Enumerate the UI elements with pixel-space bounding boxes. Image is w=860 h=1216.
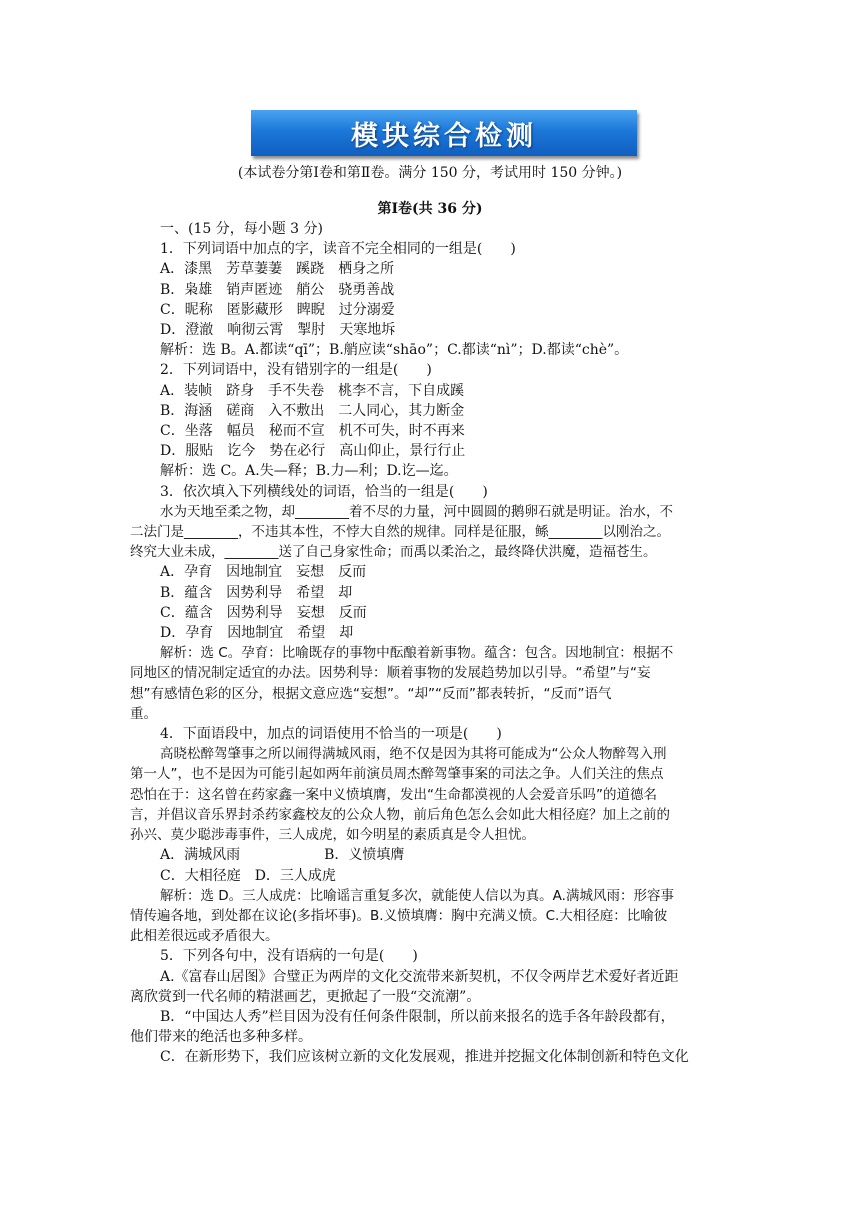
text-line: 重。 xyxy=(130,705,157,722)
text-line: 言，并倡议音乐界封杀药家鑫校友的公众人物，前后角色怎么会如此大相径庭？加上之前的 xyxy=(130,806,670,823)
text-line: C．大相径庭 D．三人成虎 xyxy=(160,867,336,884)
text-line: 情传遍各地，到处都在议论(多指坏事)。B.义愤填膺：胸中充满义愤。C.大相径庭：比喻彼 xyxy=(130,907,668,924)
text-line: 2．下列词语中，没有错别字的一组是( ) xyxy=(160,362,432,379)
text-line: B．枭雄 销声匿迹 艄公 骁勇善战 xyxy=(160,281,395,298)
text-line: A．漆黑 芳草萋萋 蹊跷 栖身之所 xyxy=(160,261,395,278)
title-banner xyxy=(251,110,637,156)
text-line: 5．下列各句中，没有语病的一句是( ) xyxy=(160,948,418,965)
text-line: C．坐落 幅员 秘而不宣 机不可失，时不再来 xyxy=(160,423,465,440)
text-line: D．孕育 因地制宜 希望 却 xyxy=(160,625,354,642)
text-line: 一、(15 分，每小题 3 分) xyxy=(160,221,323,237)
text-line: A．装帧 跻身 手不失卷 桃李不言，下自成蹊 xyxy=(160,382,465,399)
text-line: 解析：选 B。A.都读“qī”；B.艄应读“shāo”；C.都读“nì”；D.都读“chè”。 xyxy=(160,342,629,359)
text-line: 解析：选 C。A.失—释；B.力—利；D.讫—迄。 xyxy=(160,463,458,480)
text-line: A．满城风雨 B．义愤填膺 xyxy=(160,847,405,864)
page-title: 模块综合检测 xyxy=(351,120,537,152)
text-line: 离欣赏到一代名师的精湛画艺，更掀起了一股“交流潮”。 xyxy=(130,988,481,1005)
text-line: A．孕育 因地制宜 妄想 反而 xyxy=(160,564,367,581)
text-line: 终究大业未成，________送了自己身家性命；而禹以柔治之，最终降伏洪魔，造福苍生。 xyxy=(130,544,657,561)
text-line: 1．下列词语中加点的字，读音不完全相同的一组是( ) xyxy=(160,241,516,258)
text-line: 恐怕在于：这名曾在药家鑫一案中义愤填膺，发出“生命都漠视的人会爱音乐吗”的道德名 xyxy=(130,786,657,803)
text-line: B．海涵 磋商 入不敷出 二人同心，其力断金 xyxy=(160,402,465,419)
text-line: 他们带来的绝活也多种多样。 xyxy=(130,1029,312,1046)
text-line: B．“中国达人秀”栏目因为没有任何条件限制，所以前来报名的选手各年龄段都有， xyxy=(160,1008,675,1025)
text-line: C．蕴含 因势利导 妄想 反而 xyxy=(160,604,367,621)
text-line: C．在新形势下，我们应该树立新的文化发展观，推进并挖掘文化体制创新和特色文化 xyxy=(160,1049,689,1066)
text-line: 解析：选 D。三人成虎：比喻谣言重复多次，就能使人信以为真。A.满城风雨：形容事 xyxy=(160,887,674,904)
section-heading: 第Ⅰ卷(共 36 分) xyxy=(377,201,483,217)
text-line: B．蕴含 因势利导 希望 却 xyxy=(160,584,353,601)
document-body xyxy=(130,219,738,1068)
text-line: 想”有感情色彩的区分，根据文意应选“妄想”。“却”“反而”都表转折，“反而”语气 xyxy=(130,685,612,702)
text-line: 高晓松醉驾肇事之所以闹得满城风雨，绝不仅是因为其将可能成为“公众人物醉驾入刑 xyxy=(160,746,667,763)
text-line: A.《富春山居图》合璧正为两岸的文化交流带来新契机，不仅令两岸艺术爱好者近距 xyxy=(160,968,679,985)
text-line: 解析：选 C。孕育：比喻既存的事物中酝酿着新事物。蕴含：包含。因地制宜：根据不 xyxy=(160,645,674,662)
text-line: 第一人”，也不是因为可能引起如两年前演员周杰醉驾肇事案的司法之争。人们关注的焦点 xyxy=(130,766,664,783)
text-line: 孙兴、莫少聪涉毒事件，三人成虎，如今明星的素质真是令人担忧。 xyxy=(130,827,535,844)
text-line: D．澄澈 响彻云霄 掣肘 天寒地坼 xyxy=(160,322,396,339)
text-line: 二法门是________，不违其本性，不悖大自然的规律。同样是征服，鲧________以刚治之。 xyxy=(130,524,670,541)
text-line: 水为天地至柔之物，却________着不尽的力量，河中圆圆的鹅卵石就是明证。治水，不 xyxy=(160,503,673,520)
text-line: D．服贴 讫今 势在必行 高山仰止，景行行止 xyxy=(160,443,466,460)
text-line: 同地区的情况制定适宜的办法。因势利导：顺着事物的发展趋势加以引导。“希望”与“妄 xyxy=(130,665,651,682)
text-line: 4．下面语段中，加点的词语使用不恰当的一项是( ) xyxy=(160,726,502,743)
exam-note: (本试卷分第Ⅰ卷和第Ⅱ卷。满分 150 分，考试用时 150 分钟。) xyxy=(237,165,623,181)
text-line: 此相差很远或矛盾很大。 xyxy=(130,928,279,945)
text-line: C．昵称 匿影藏形 睥睨 过分溺爱 xyxy=(160,301,395,318)
text-line: 3．依次填入下列横线处的词语，恰当的一组是( ) xyxy=(160,483,488,500)
